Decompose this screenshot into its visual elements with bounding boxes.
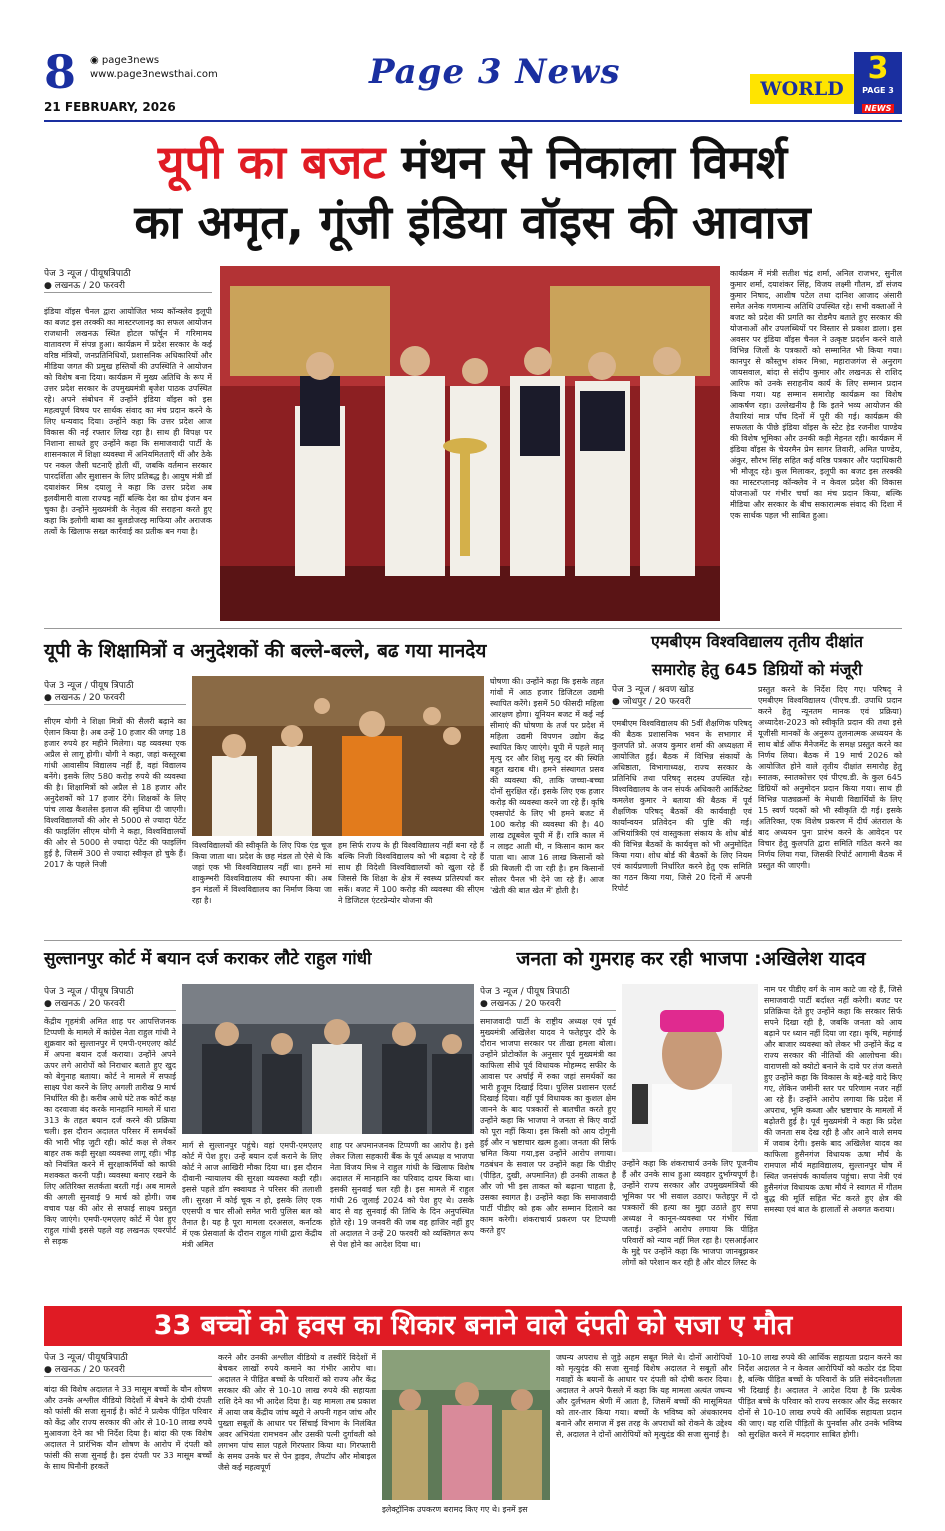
rahul-byline-author: पेज 3 न्यूज / पीयूष त्रिपाठी xyxy=(44,987,134,997)
shiksha-photo xyxy=(192,676,484,836)
lead-headline xyxy=(20,132,925,252)
badge-number: 3 xyxy=(867,51,889,86)
page3-badge xyxy=(854,52,902,114)
mbm-headline xyxy=(612,628,902,684)
mbm-byline-author: पेज 3 न्यूज / श्रवण खोड xyxy=(612,685,694,695)
akhilesh-headline: जनता को गुमराह कर रही भाजपा :अखिलेश यादव xyxy=(516,948,866,970)
rahul-headline: सुल्तानपुर कोर्ट में बयान दर्ज कराकर लौटे राहुल गांधी xyxy=(44,949,372,969)
akhilesh-col-2: उन्होंने कहा कि शंकराचार्य उनके लिए पूजनीय हैं और उनके साथ हुआ व्यवहार दुर्भाग्यपूर्ण है। उन्होंने राज्य सरकार और उपमुख्यमंत्रियों की भूमिका पर भी सवाल उठाए। फतेहपुर में दो पत्रकारों की हत्या का मुद्दा उठाते हुए सपा अध्यक्ष ने कानून-व्यवस्था पर गंभीर चिंता जताई। उन्होंने आरोप लगाया कि पीड़ित परिवारों को न्याय नहीं मिल रहा है। एसआईआर के मुद्दे पर उन्होंने कहा कि भाजपा जानबूझकर लोगों को परेशान कर रही है और वोटर लिस्ट के xyxy=(622,1159,758,1267)
mbm-byline xyxy=(612,684,752,709)
shiksha-col-4: घोषणा की। उन्होंने कहा कि इसके तहत गांवों में आठ हजार डिजिटल उद्यमी स्थापित करेंगे। इसमें 50 फीसदी महिला आरक्षण होगा। यूनियन बजट में कई नई सीमाएं की घोषणा के तर्ज पर प्रदेश में महिला उद्यमी विपणन उद्योग केंद्र स्थापित किए जाएंगे। यूपी में पहले मातृ मृत्यु दर और शिशु मृत्यु दर की स्थिति बहुत खराब थी। हमने संस्थागत प्रसव की व्यवस्था की, ताकि जच्चा-बच्चा दोनों सुरक्षित रहें। इसके लिए एक हजार करोड़ की व्यवस्था करने जा रहे हैं। कृषि एक्सपोर्ट के लिए भी हमने बजट में 100 करोड़ की व्यवस्था की है। 40 लाख ट्यूबवेल यूपी में हैं। रात्रि काल में न लाइट आती थी, न किसान काम कर पाता था। आज 16 लाख किसानों को फ्री बिजली दी जा रही है। हम किसानों सोलर पैनल भी देने जा रहे हैं। आज 'खेती की बात खेत में' होती है। xyxy=(490,677,604,895)
akhilesh-col-1: समाजवादी पार्टी के राष्ट्रीय अध्यक्ष एवं पूर्व मुख्यमंत्री अखिलेश यादव ने फतेहपुर दौरे के दौरान भाजपा सरकार पर तीखा हमला बोला। उन्होंने प्रोटोकॉल के अनुसार पूर्व मुख्यमंत्री का काफिला सीधे पूर्व विधायक मोहम्मद सफीर के आवास पर अर्चाई में रुका जहां समर्थकों का भारी हुजूम दिखाई दिया। पुलिस प्रशासन एलर्ट दिखाई दिया। वहीं पूर्व विधायक का कुशल क्षेम जानने के बाद पत्रकारों से बातचीत करते हुए उन्होंने कहा कि भाजपा ने जनता से किए वादों को पूरा नहीं किया। इस किसी को आय दोगुनी हुई और न भ्रष्टाचार खत्म हुआ। जनता की सिर्फ भ्रमित किया गया,इस उन्होंने आरोप लगाया। गठबंधन के सवाल पर उन्होंने कहा कि पीडीए (पीड़ित, दुखी, अपमानित) ही उनकी ताकत है और जो भी इस ताकत को बढ़ाना चाहता है, उसका स्वागत है। उन्होंने कहा कि समाजवादी पार्टी पीडीए को हक और सम्मान दिलाने का काम करेगी। शंकराचार्य प्रकरण पर टिप्पणी करते हुए xyxy=(480,1017,616,1235)
site-link-web[interactable]: www.page3newsthai.com xyxy=(90,69,218,80)
crime-col-4: 10-10 लाख रुपये की आर्थिक सहायता प्रदान करने का निर्देश अदालत ने न केवल आरोपियों को कठोर दंड दिया है, बल्कि पीड़ित बच्चों के परिवारों के प्रति संवेदनशीलता भी दिखाई है। अदालत ने आदेश दिया है कि प्रत्येक पीड़ित बच्चे के परिवार को राज्य सरकार और केंद्र सरकार दोनों से 10-10 लाख रुपये की आर्थिक सहायता प्रदान की जाए। यह राशि पीड़ितों के पुनर्वास और उनके भविष्य को सुरक्षित करने में मददगार साबित होगी। xyxy=(738,1353,902,1439)
rahul-photo xyxy=(182,984,474,1134)
rahul-byline xyxy=(44,986,176,1011)
akhilesh-byline-author: पेज 3 न्यूज / पीयूष त्रिपाठी xyxy=(480,987,570,997)
police-escort-photo xyxy=(382,1350,550,1500)
rahul-col-2: मार्ग से सुल्तानपुर पहुंचे। वहां एमपी-एमएलए कोर्ट में पेश हुए। उन्हें बयान दर्ज कराने के लिए कोर्ट ने आज आखिरी मौका दिया था। इस दौरान दीवानी न्यायालय की सुरक्षा व्यवस्था कड़ी रही। इससे पहले डॉग स्क्वायड ने परिसर की तलाशी ली। सुरक्षा में कोई चूक न हो, इसके लिए एक एएसपी व चार सीओ समेत भारी पुलिस बल को तैनात है। यह है पूरा मामला दरअसल, कर्नाटक में एक प्रेसवार्ता के दौरान राहुल गांधी द्वारा केंद्रीय मंत्री अमित xyxy=(182,1141,322,1249)
crime-byline-author: पेज 3 न्यूज/ पीयूषत्रिपाठी xyxy=(44,1353,128,1363)
crime-col-1: बांदा की विशेष अदालत ने 33 मासूम बच्चों के यौन शोषण और उनके अश्लील वीडियो विदेशों में बेचने के दोषी दंपती को फांसी की सजा सुनाई है। कोर्ट ने प्रत्येक पीड़ित परिवार को केंद्र और राज्य सरकार की ओर से 10-10 लाख रुपये मुआवजा देने का भी निर्देश दिया है। बांदा की एक विशेष अदालत ने प्रारंभिक यौन शोषण के आरोप में दंपती को फांसी की सजा सुनाई है। इस दंपती पर 33 मासूम बच्चों के साथ घिनौनी हरकतें xyxy=(44,1385,212,1471)
masthead xyxy=(44,45,902,122)
shiksha-col-3: हम सिर्फ राज्य के ही विश्वविद्यालय नहीं बना रहे हैं बल्कि निजी विश्वविद्यालय को भी बढ़ावा दे रहे हैं साथ ही विदेशी विश्वविद्यालयों को खुला रहे हैं जिससे कि शिक्षा के क्षेत्र में स्वस्थ्य प्रतिस्पर्धा कर सकें। बजट में 100 करोड़ की व्यवस्था की सीएम ने डिजिटल एंटरप्रेन्योर योजना की xyxy=(338,841,484,905)
crime-col-3: जघन्य अपराध से जुड़े अहम सबूत मिले थे। दोनों आरोपियों को मृत्युदंड की सजा सुनाई विशेष अदालत ने सबूतों और गवाहों के बयानों के आधार पर दंपती को दोषी करार दिया। अदालत ने अपने फैसले में कहा कि यह मामला अत्यंत जघन्य और दुर्लभतम श्रेणी में आता है, जिसमें बच्चों की मासूमियत को तार-तार किया गया। बच्चों के भविष्य को अंधकारमय बनाने और समाज में इस तरह के अपराधों को रोकने के उद्देश्य से, अदालत ने दोनों आरोपियों को मृत्युदंड की सजा सुनाई है। xyxy=(556,1353,732,1439)
badge-sub: PAGE 3 xyxy=(862,86,894,95)
shiksha-byline-author: पेज 3 न्यूज / पीयूष त्रिपाठी xyxy=(44,681,134,691)
shiksha-col-1: सीएम योगी ने शिक्षा मित्रों की सैलरी बढ़ाने का ऐलान किया है। अब उन्हें 10 हजार की जगह 18 हजार रुपये हर महीने मिलेगा। यह व्यवस्था एक अप्रैल से लागू होगी। योगी ने कहा, जहां कस्तूरबा गांधी आवासीय विद्यालय नहीं हैं, वहां विद्यालय बनेंगे। इसके लिए 580 करोड़ रुपये की व्यवस्था की है। शिक्षामित्रों को अप्रैल से 18 हजार और अनुदेशकों को 17 हजार देंगे। शिक्षकों के लिए पांच लाख कैशलेस इलाज की सुविधा दी जाएगी। विश्वविद्यालयों की ओर से 5000 से ज्यादा पेटेंट की फाइलिंग सीएम योगी ने कहा, विश्वविद्यालयों की ओर से 5000 से ज्यादा पेटेंट की फाइलिंग हुई है, जिसमें 300 से ज्यादा स्वीकृत हो चुके हैं। 2017 के पहले निजी xyxy=(44,717,186,869)
lead-headline-line2: का अमृत, गूंजी इंडिया वॉइस की आवाज xyxy=(134,195,811,249)
page-number: 8 xyxy=(44,45,77,99)
lead-byline xyxy=(44,268,212,293)
court-crowd-photo xyxy=(182,984,474,1134)
mbm-col-2: प्रस्तुत करने के निर्देश दिए गए। परिषद् ने एमबीएम विश्वविद्यालय (पीएच.डी. उपाधि प्रदान करने हेतु न्यूनतम मानक एवं प्रक्रिया) अध्यादेश-2023 को स्वीकृति प्रदान की तथा इसे यूजीसी मानकों के अनुरूप तुलनात्मक अध्ययन के साथ बोर्ड ऑफ मैनेजमेंट के समक्ष प्रस्तुत करने का निर्णय लिया। बैठक में 19 मार्च 2026 को आयोजित होने वाले तृतीय दीक्षांत समारोह हेतु स्नातक, स्नातकोत्तर एवं पीएच.डी. के कुल 645 डिग्रियों को अनुमोदन प्रदान किया गया। साथ ही विभिन्न पाठ्यक्रमों के मेधावी विद्यार्थियों के लिए 15 स्वर्ण पदकों को भी स्वीकृति दी गई। इसके अतिरिक्त, एक विशेष प्रकरण में दीर्घ अंतराल के बाद अध्ययन पुनः प्रारंभ करने के आवेदन पर विचार हेतु कुलपति द्वारा समिति गठित करने का निर्णय लिया गया, जिसकी रिपोर्ट आगामी बैठक में प्रस्तुत की जाएगी। xyxy=(758,685,902,870)
shiksha-dateline: ● लखनऊ / 20 फरवरी xyxy=(44,693,125,703)
rahul-col-3: शाह पर अपमानजनक टिप्पणी का आरोप है। इसे लेकर जिला सहकारी बैंक के पूर्व अध्यक्ष व भाजपा नेता विजय मिश्र ने राहुल गांधी के खिलाफ विशेष अदालत में मानहानि का परिवाद दायर किया था। इसकी सुनवाई चल रही है। इस मामले में राहुल गांधी 26 जुलाई 2024 को पेश हुए थे। उसके बाद से वह सुनवाई की तिथि के दिन अनुपस्थित होते रहे। 19 जनवरी की जब वह हाजिर नहीं हुए तो अदालत ने उन्हें 20 फरवरी को व्यक्तिगत रूप से पेश होने का आदेश दिया था। xyxy=(330,1141,474,1249)
lead-headline-red: यूपी का बजट xyxy=(157,135,386,189)
lead-photo xyxy=(220,266,720,621)
mbm-col-1: एमबीएम विश्वविद्यालय की 5वीं शैक्षणिक परिषद् की बैठक प्रशासनिक भवन के सभागार में कुलपति प्रो. अजय कुमार शर्मा की अध्यक्षता में आयोजित हुई। बैठक में विभिन्न संकायों के अधिष्ठाता, विभागाध्यक्ष, राज्य सरकार के प्रतिनिधि तथा परिषद् सदस्य उपस्थित रहे। विश्वविद्यालय के जन संपर्क अधिकारी आर्किटेक्ट कमलेश कुमार ने बताया की बैठक में पूर्व शैक्षणिक परिषद् बैठकों की कार्यवाही एवं कार्यान्वयन प्रतिवेदन की पुष्टि की गई। अभियांत्रिकी एवं वास्तुकला संकाय के शोध बोर्ड की विभिन्न बैठकों के कार्यवृत्त को भी अनुमोदित किया गया। शोध बोर्ड की बैठकों के लिए नियम एवं कार्यप्रणाली निर्धारित करने हेतु एक समिति का गठन किया गया, जिसे 20 दिनों में अपनी रिपोर्ट xyxy=(612,719,752,893)
akhilesh-yadav-photo xyxy=(622,984,758,1152)
lead-byline-author: पेज 3 न्यूज / पीयूषत्रिपाठी xyxy=(44,269,131,279)
lead-col-3: कार्यक्रम में मंत्री सतीश चंद्र शर्मा, अनिल राजभर, सुनील कुमार शर्मा, दयाशंकर सिंह, विजय लक्ष्मी गौतम, डॉ संजय कुमार निषाद, आशीष पटेल तथा दानिश आजाद अंसारी समेत अनेक गणमान्य अतिथि उपस्थित रहे। सभी वक्ताओं ने बजट को प्रदेश की प्रगति का रोडमैप बताते हुए सरकार की योजनाओं और उपलब्धियों पर विस्तार से प्रकाश डाला। इस अवसर पर इंडिया वॉइस चैनल ने उत्कृष्ट प्रदर्शन करने वाले विभिन्न जिलों के पत्रकारों को सम्मानित भी किया गया। कानपुर से कौस्तुभ शंकर मिश्रा, महाराजगंज से अनुराग जायसवाल, बांदा से संदीप कुमार और लखनऊ से राशिद आरिफ को उनके सराहनीय कार्य के लिए सम्मान प्रदान किया गया। यह सम्मान समारोह कार्यक्रम का विशेष आकर्षण रहा। उल्लेखनीय है कि इतने भव्य आयोजन की तैयारियां मात्र पाँच दिनों में पूरी की गई। कार्यक्रम की सफलता के पीछे इंडिया वॉइस के स्टेट हेड रजनीश पाण्डेय की विशेष भूमिका और उनकी कड़ी मेहनत रही। कार्यक्रम में इंडिया वॉइस के चेयरमैन प्रेम सागर तिवारी, अमित पाण्डेय, अंकुर, सौरभ सिंह सहित कई वरिष्ठ पत्रकार और पदाधिकारी भी मौजूद रहे। कुल मिलाकर, इलूपी का बजट इस तरक्की का मास्टरप्लानइ कॉन्क्लेव ने न केवल प्रदेश की विकास योजनाओं पर गंभीर चर्चा का मंच प्रदान किया, बल्कि मीडिया और सरकार के बीच सकारात्मक संवाद की दिशा में एक सार्थक पहल भी साबित हुआ। xyxy=(730,269,902,520)
shiksha-byline xyxy=(44,680,186,705)
newspaper-logo: Page 3 News xyxy=(369,52,621,92)
mbm-headline-line1: एमबीएम विश्वविद्यालय तृतीय दीक्षांत xyxy=(651,632,863,651)
badge-news: NEWS xyxy=(862,104,895,113)
divider xyxy=(44,940,902,941)
lead-dateline: ● लखनऊ / 20 फरवरी xyxy=(44,281,125,291)
site-link-social[interactable]: ◉ page3news xyxy=(90,55,160,66)
section-label: WORLD xyxy=(750,74,854,104)
akhilesh-col-3: नाम पर पीडीए वर्ग के नाम काटे जा रहे हैं, जिसे समाजवादी पार्टी बर्दाश्त नहीं करेगी। बजट पर प्रतिक्रिया देते हुए उन्होंने कहा कि सरकार सिर्फ सपने दिखा रही है, जबकि जनता को आय बढ़ाने पर ध्यान नहीं दिया जा रहा। कृषि, महंगाई और बाजार व्यवस्था को लेकर भी उन्होंने केंद्र व राज्य सरकार की नीतियों की आलोचना की। वाराणसी को क्योटो बनाने के दावे पर तंज कसते हुए उन्होंने कहा कि विकास के बड़े-बड़े वादे किए गए, लेकिन जमीनी स्तर पर परिणाम नजर नहीं आ रहे हैं। उन्होंने आरोप लगाया कि प्रदेश में अपराध, भूमि कब्जा और भ्रष्टाचार के मामलों में बढ़ोतरी हुई है। पूर्व मुख्यमंत्री ने कहा कि प्रदेश की जनता सब देख रही है और आने वाले समय में जवाब देगी। इसके बाद अखिलेश यादव का काफिला हुसैनगंज विधायक ऊषा मौर्य के रामपाल मौर्य महाविद्यालय, सुल्तानपुर घोष में स्थित जनसंपर्क कार्यालय पहुंचा। सपा नेत्री एवं हुसैनगंज विधायक ऊषा मौर्य ने स्वागत में गौतम बुद्ध की मूर्ति सहित भेंट करते हुए क्षेत्र की समस्या एवं बात के हालातों से अवगत कराया। xyxy=(764,985,902,1214)
crime-byline xyxy=(44,1352,212,1377)
akhilesh-photo xyxy=(622,984,758,1152)
site-links xyxy=(90,54,218,82)
assembly-session-photo xyxy=(192,676,484,836)
crime-col-2: करने और उनकी अश्लील वीडियो व तस्वीरें विदेशों में बेचकर लाखों रुपये कमाने का गंभीर आरोप था। अदालत ने पीड़ित बच्चों के परिवारों को राज्य और केंद्र सरकार की ओर से 10-10 लाख रुपये की सहायता राशि देने का भी आदेश दिया है। यह मामला तब प्रकाश में आया जब केंद्रीय जांच ब्यूरो ने अपनी गहन जांच और पुख्ता सबूतों के आधार पर सिंचाई विभाग के निलंबित अवर अभियंता रामभवन और उसकी पत्नी दुर्गावती को लगभग पांच साल पहले गिरफ्तार किया था। गिरफ्तारी के समय उनके घर से पेन ड्राइव, लैपटॉप और मोबाइल जैसे कई महत्वपूर्ण xyxy=(218,1353,376,1472)
crime-photo-caption: इलेक्ट्रॉनिक उपकरण बरामद किए गए थे। इनमें इस xyxy=(382,1505,528,1514)
lead-headline-rest: मंथन से निकाला विमर्श xyxy=(385,135,788,189)
shiksha-headline: यूपी के शिक्षामित्रों व अनुदेशकों की बल्ले-बल्ले, बढ गया मानदेय xyxy=(44,640,487,662)
crime-dateline: ● लखनऊ / 20 फरवरी xyxy=(44,1365,125,1375)
shiksha-col-2: विश्वविद्यालयों की स्वीकृति के लिए पिक एंड चूज किया जाता था। प्रदेश के छह मंडल तो ऐसे थे कि जहां एक भी विश्वविद्यालय नहीं था। हमने मां शाकुम्भरी विश्वविद्यालय की स्थापना की। अब इन मंडलों में विश्वविद्यालय का निर्माण किया जा रहा है। xyxy=(192,841,332,905)
rahul-dateline: ● लखनऊ / 20 फरवरी xyxy=(44,999,125,1009)
lamp-lighting-ceremony-photo xyxy=(220,266,720,621)
lead-col-1: इंडिया वॉइस चैनल द्वारा आयोजित भव्य कॉन्क्लेव इलूपी का बजट इस तरक्की का मास्टरप्लानइ का सफल आयोजन राजधानी लखनऊ स्थित होटल फॉर्चून में गरिमामय वातावरण में संपन्न हुआ। कार्यक्रम में प्रदेश सरकार के कई वरिष्ठ मंत्रियों, जनप्रतिनिधियों, प्रशासनिक अधिकारियों और मीडिया जगत की प्रमुख हस्तियों की उपस्थिति ने आयोजन को विशेष बना दिया। कार्यक्रम में मुख्य अतिथि के रूप में उत्तर प्रदेश सरकार के उपमुख्यमंत्री बृजेश पाठक उपस्थित रहे। अपने संबोधन में उन्होंने इंडिया वॉइस को इस महत्वपूर्ण विषय पर सार्थक संवाद का मंच प्रदान करने के लिए धन्यवाद दिया। उन्होंने कहा कि उत्तर प्रदेश आज विकास की नई रफ्तार लिख रहा है। साथ ही विपक्ष पर निशाना साधते हुए उन्होंने कहा कि समाजवादी पार्टी के शासनकाल में शिक्षा व्यवस्था में अनियमितताएँ थीं और ठेके पर नकल जैसी घटनाएँ होती थीं, जबकि वर्तमान सरकार पारदर्शिता और सुशासन के लिए प्रतिबद्ध है। आयुष मंत्री डॉ दयाशंकर मिश्र दयालु ने कहा कि उत्तर प्रदेश अब इलवीमारी वाला राज्यइ नहीं बल्कि देश का ग्रोथ इंजन बन चुका है। उन्होंने मुख्यमंत्री के नेतृत्व की सराहना करते हुए कहा कि इलोगी बाबा का बुलडोजरइ माफिया और अराजक तत्वों के खिलाफ सख्त कार्रवाई का प्रतीक बन गया है। xyxy=(44,307,212,536)
crime-headline-banner: 33 बच्चों को हवस का शिकार बनाने वाले दंपती को सजा ए मौत xyxy=(44,1306,902,1346)
rahul-col-1: केंद्रीय गृहमंत्री अमित शाह पर आपत्तिजनक टिप्पणी के मामले में कांग्रेस नेता राहुल गांधी ने शुक्रवार को सुल्तानपुर में एमपी-एमएलए कोर्ट में अपना बयान दर्ज कराया। उन्होंने अपने ऊपर लगे आरोपों को निराधार बताते हुए खुद को बेगुनाह बताया। कोर्ट ने मामले में सफाई साक्ष्य पेश करने के लिए अगली तारीख 9 मार्च निर्धारित की है। करीब आधे घंटे तक कोर्ट कक्ष का दरवाजा बंद करके मानहानि मामले में धारा 313 के तहत बयान दर्ज करने की प्रक्रिया चली। इस दौरान अदालत परिसर में समर्थकों की भारी भीड़ जुटी रही। कोर्ट कक्ष से लेकर बाहर तक कड़ी सुरक्षा व्यवस्था लागू रही। भीड़ को नियंत्रित करने में सुरक्षाकर्मियों को काफी मशक्कत करनी पड़ी। व्यवस्था बनाए रखने के लिए अतिरिक्त सतर्कता बरती गई। अब मामले की अगली सुनवाई 9 मार्च को होगी। जब वचाव पक्ष की ओर से सफाई साक्ष्य प्रस्तुत किए जाएंगे। एमपी-एमएलए कोर्ट में पेश हुए राहुल गांधी इससे पहले वह लखनऊ एयरपोर्ट से सड़क xyxy=(44,1017,176,1246)
akhilesh-dateline: ● लखनऊ / 20 फरवरी xyxy=(480,999,561,1009)
issue-date: 21 FEBRUARY, 2026 xyxy=(44,100,176,114)
mbm-headline-line2: समारोह हेतु 645 डिग्रियों को मंजूरी xyxy=(651,660,863,679)
akhilesh-byline xyxy=(480,986,616,1011)
crime-photo xyxy=(382,1350,550,1500)
mbm-dateline: ● जोधपुर / 20 फरवरी xyxy=(612,697,691,707)
